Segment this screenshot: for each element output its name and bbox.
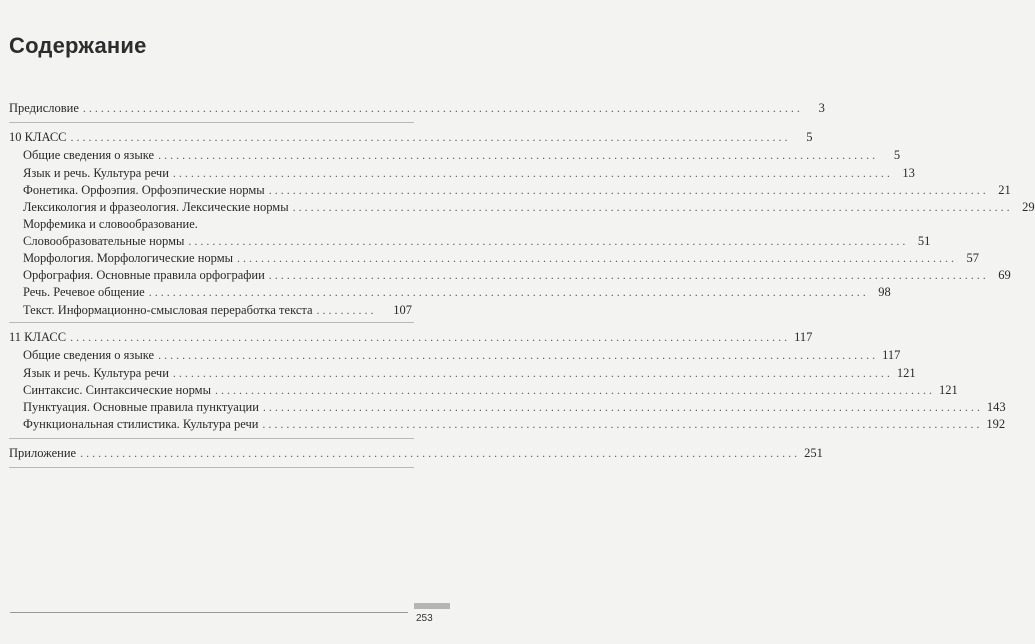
toc-entry-label: Фонетика. Орфоэпия. Орфоэпические нормы xyxy=(23,183,265,197)
toc-entry-label: Язык и речь. Культура речи xyxy=(23,366,169,380)
toc-entry[interactable] xyxy=(23,347,901,363)
toc-entry[interactable] xyxy=(23,199,1035,215)
footer-bar xyxy=(414,603,450,609)
toc-entry-page: 3 xyxy=(818,101,825,115)
toc-entry-label: Общие сведения о языке xyxy=(23,148,155,162)
toc-entry-page: 117 xyxy=(882,348,901,362)
dot-leader: ........................................................................................................................ xyxy=(172,366,893,380)
dot-leader: ........................................................................................................................ xyxy=(262,400,983,414)
toc-entry-label: Лексикология и фразеология. Лексические нормы xyxy=(23,200,289,214)
toc-entry-page: 121 xyxy=(939,383,958,397)
dot-leader: ........................................................................................................................ xyxy=(262,417,983,431)
divider xyxy=(9,467,414,468)
toc-entry-label: Язык и речь. Культура речи xyxy=(23,166,169,180)
dot-leader: ........................................................................................................................ xyxy=(188,234,909,248)
dot-leader: ........................................................................................................................ xyxy=(148,285,869,299)
toc-entry-label: Морфология. Морфологические нормы xyxy=(23,251,234,265)
toc-section-grade11[interactable] xyxy=(9,329,813,345)
dot-leader: ........................................................................................................................ xyxy=(70,330,791,344)
toc-entry[interactable] xyxy=(23,147,901,163)
toc-entry-label: Предисловие xyxy=(9,101,79,115)
toc-entry[interactable] xyxy=(23,399,1006,415)
toc-entry-page: 21 xyxy=(998,183,1011,197)
toc-section-grade10[interactable] xyxy=(9,129,813,145)
dot-leader: ........................................................................................................................ xyxy=(158,148,879,162)
toc-entry-label: Словообразовательные нормы xyxy=(23,234,185,248)
toc-entry-label: Функциональная стилистика. Культура речи xyxy=(23,417,259,431)
toc-entry-page: 51 xyxy=(917,234,931,248)
toc-entry-label: 11 КЛАСС xyxy=(9,330,67,344)
toc-entry[interactable] xyxy=(23,284,891,300)
dot-leader: .......... xyxy=(316,303,377,317)
dot-leader: ........................................................................................................................ xyxy=(70,130,791,144)
toc-entry[interactable] xyxy=(23,365,916,381)
toc-entry[interactable] xyxy=(23,233,931,249)
toc-entry-label: Морфемика и словообразование. xyxy=(23,217,198,231)
toc-entry-page: 29 xyxy=(1022,200,1035,214)
page-title: Содержание xyxy=(9,33,147,58)
dot-leader: ........................................................................................................................ xyxy=(215,383,935,397)
dot-leader: ........................................................................................................................ xyxy=(268,183,989,197)
toc-entry[interactable] xyxy=(23,267,1011,283)
toc-entry-preface[interactable] xyxy=(9,100,825,116)
toc-entry[interactable] xyxy=(23,416,1006,432)
toc-entry[interactable] xyxy=(23,165,915,181)
toc-entry-label: Речь. Речевое общение xyxy=(23,285,145,299)
dot-leader: ........................................................................................................................ xyxy=(158,348,879,362)
toc-entry-page: 98 xyxy=(878,285,891,299)
divider xyxy=(9,438,414,439)
footer-rule xyxy=(10,612,408,613)
toc-entry-page: 5 xyxy=(893,148,901,162)
toc-entry[interactable] xyxy=(23,250,980,266)
toc-entry-label: 10 КЛАСС xyxy=(9,130,67,144)
dot-leader: ........................................................................................................................ xyxy=(292,200,1013,214)
dot-leader: ........................................................................................................................ xyxy=(268,268,989,282)
toc-entry-label: Общие сведения о языке xyxy=(23,348,155,362)
divider xyxy=(9,322,414,323)
dot-leader: ........................................................................................................................ xyxy=(80,446,801,460)
page-number: 253 xyxy=(416,613,433,624)
toc-entry[interactable] xyxy=(23,182,1011,198)
toc-entry-label: Текст. Информационно-смысловая переработка текста xyxy=(23,303,313,317)
dot-leader: ........................................................................................................................ xyxy=(82,101,803,115)
dot-leader: ........................................................................................................................ xyxy=(172,166,893,180)
toc-entry-label: Приложение xyxy=(9,446,77,460)
dot-leader: ........................................................................................................................ xyxy=(237,251,958,265)
toc-entry-page: 57 xyxy=(966,251,980,265)
toc-entry[interactable] xyxy=(23,382,958,398)
toc-entry-appendix[interactable] xyxy=(9,445,823,461)
toc-entry-page: 69 xyxy=(998,268,1011,282)
toc-entry-label: Пунктуация. Основные правила пунктуации xyxy=(23,400,259,414)
toc-entry-page: 192 xyxy=(986,417,1006,431)
toc-entry-page: 107 xyxy=(393,303,412,317)
toc-entry-page: 117 xyxy=(794,330,813,344)
toc-entry-label: Орфография. Основные правила орфографии xyxy=(23,268,265,282)
toc-entry-label: Синтаксис. Синтаксические нормы xyxy=(23,383,211,397)
toc-entry-page: 5 xyxy=(806,130,813,144)
toc-entry-page: 13 xyxy=(902,166,915,180)
toc-entry-page: 143 xyxy=(986,400,1006,414)
divider xyxy=(9,122,414,123)
toc-entry[interactable] xyxy=(23,302,412,318)
toc-entry-page: 251 xyxy=(804,446,823,460)
toc-entry-page: 121 xyxy=(896,366,916,380)
